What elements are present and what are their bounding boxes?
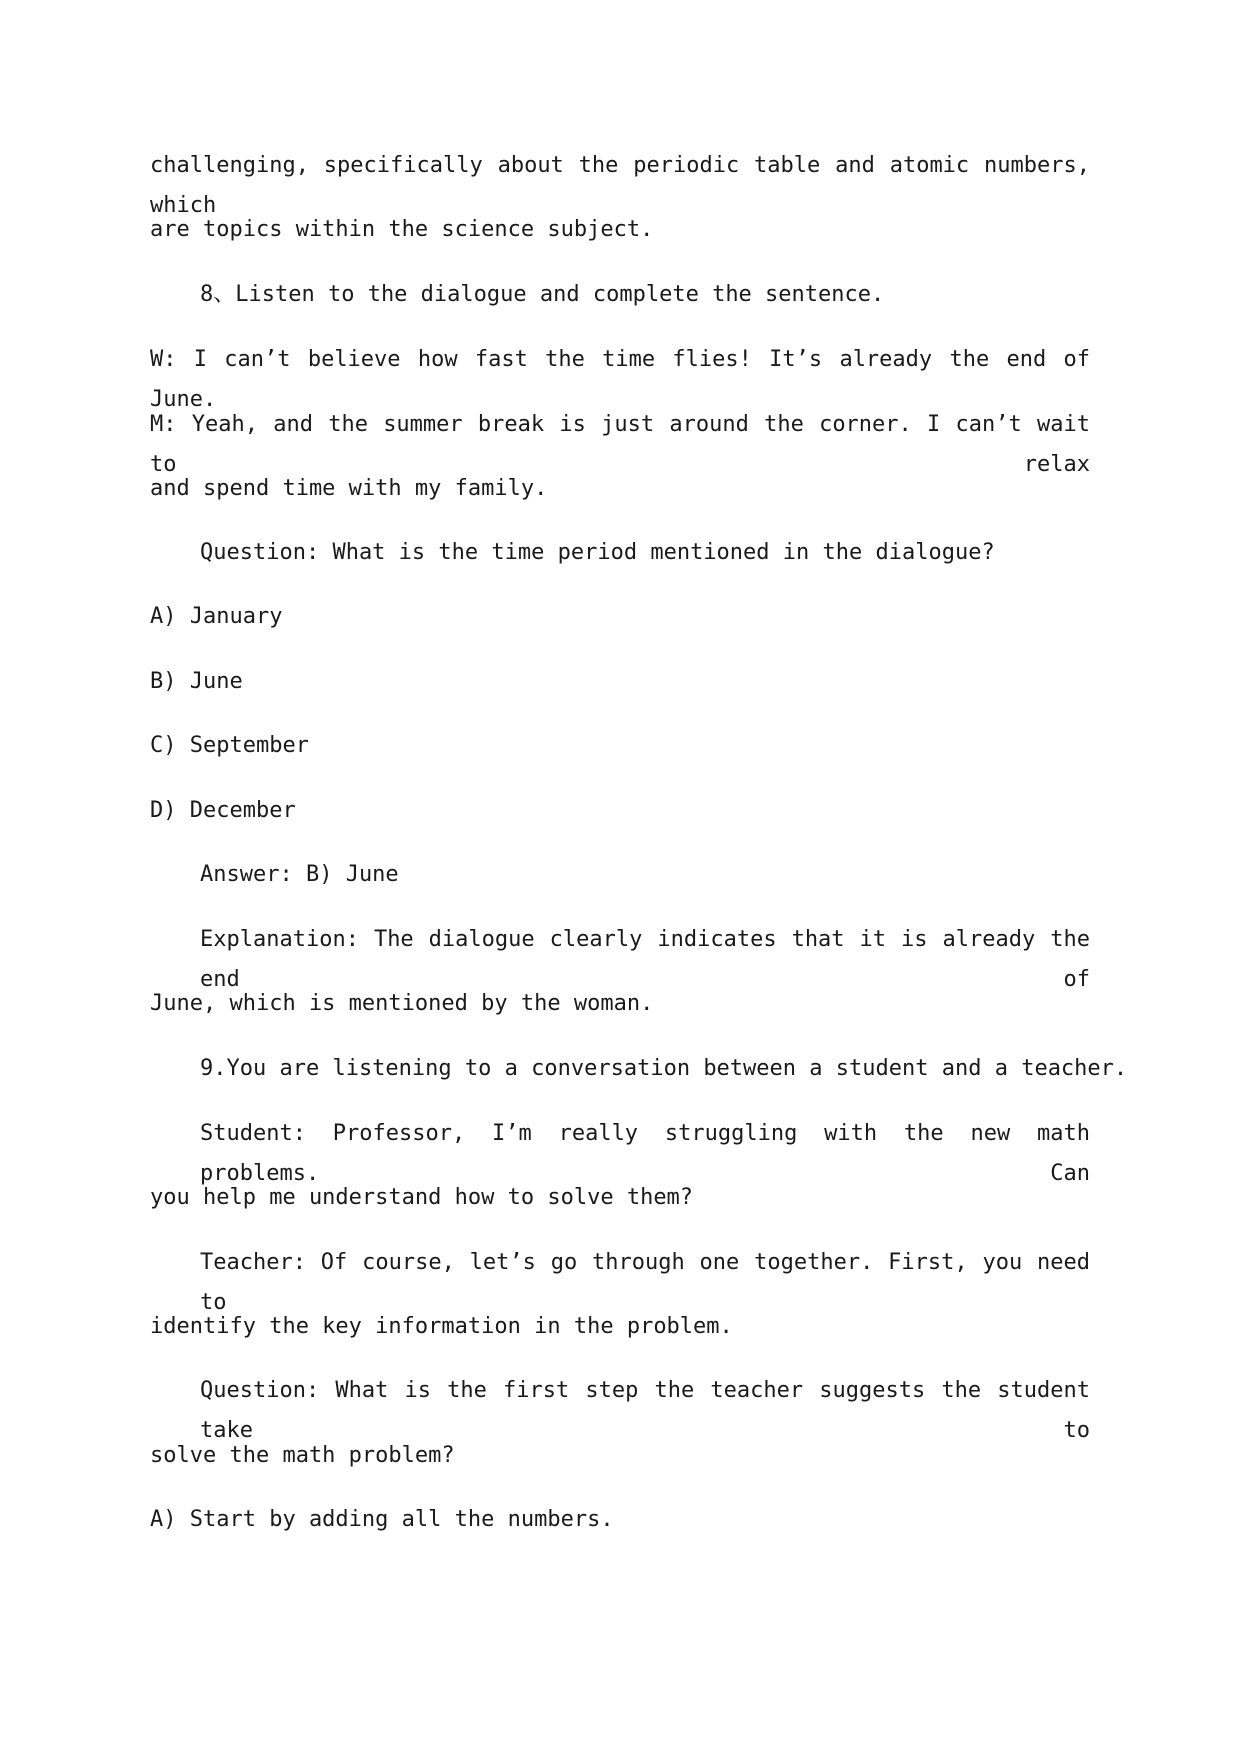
answer-option: A) Start by adding all the numbers.: [150, 1507, 614, 1532]
answer-option: A) January: [150, 604, 283, 629]
question-text: solve the math problem?: [150, 1443, 455, 1468]
answer-option: C) September: [150, 733, 309, 758]
dialogue-line: you help me understand how to solve them?: [150, 1185, 694, 1210]
dialogue-line: M: Yeah, and the summer break is just around the corner. I can’t wait to relax: [150, 412, 1090, 477]
paragraph-line: are topics within the science subject.: [150, 217, 654, 242]
question-text: Question: What is the first step the teacher suggests the student take to: [200, 1378, 1090, 1443]
explanation-line: Explanation: The dialogue clearly indicates that it is already the end of: [200, 927, 1090, 992]
question-heading: 8、Listen to the dialogue and complete the sentence.: [200, 282, 885, 307]
dialogue-line: W: I can’t believe how fast the time flies! It’s already the end of June.: [150, 347, 1090, 412]
answer-option: B) June: [150, 669, 243, 694]
question-text: Question: What is the time period mentioned in the dialogue?: [200, 540, 995, 565]
dialogue-line: identify the key information in the problem.: [150, 1314, 733, 1339]
answer-option: D) December: [150, 798, 296, 823]
answer-key: Answer: B) June: [200, 862, 399, 887]
question-heading: 9.You are listening to a conversation between a student and a teacher.: [200, 1056, 1128, 1081]
dialogue-line: Student: Professor, I’m really struggling with the new math problems. Can: [200, 1121, 1090, 1186]
explanation-line: June, which is mentioned by the woman.: [150, 991, 654, 1016]
dialogue-line: Teacher: Of course, let’s go through one together. First, you need to: [200, 1250, 1090, 1315]
paragraph-line: challenging, specifically about the periodic table and atomic numbers, which: [150, 153, 1090, 218]
dialogue-line: and spend time with my family.: [150, 476, 548, 501]
